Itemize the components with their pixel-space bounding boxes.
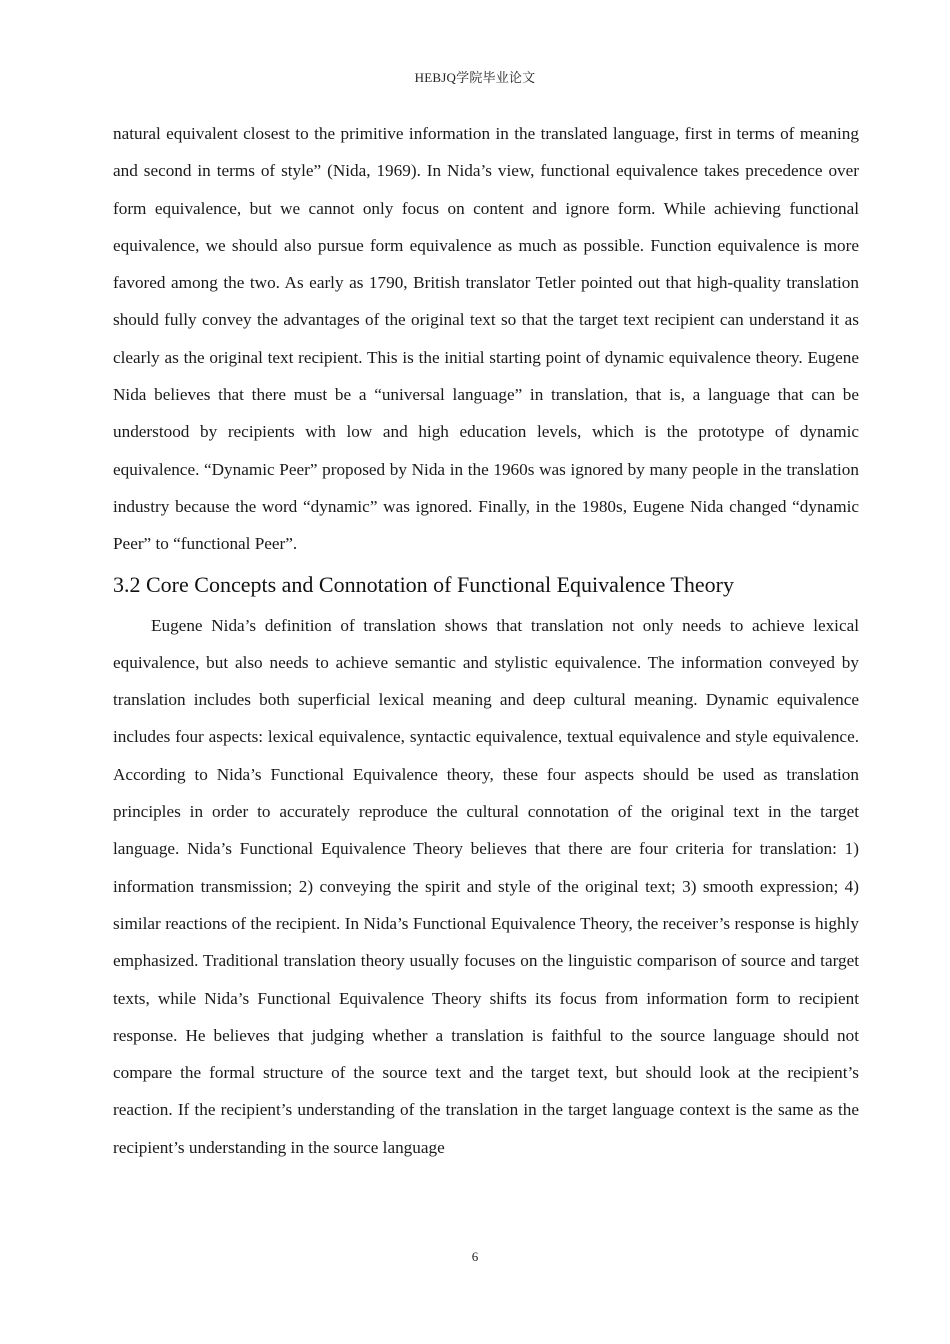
body-paragraph: natural equivalent closest to the primitive information in the translated language, first in terms of meaning and second in terms of style” (Nida, 1969). In Nida’s view, functional equivalence takes precedence over form equivalence, but we cannot only focus on content and ignore form. While achieving functional equivalence, we should also pursue form equivalence as much as possible. Function equivalence is more favored among the two. As early as 1790, British translator Tetler pointed out that high-quality translation should fully convey the advantages of the original text so that the target text recipient can understand it as clearly as the original text recipient. This is the initial starting point of dynamic equivalence theory. Eugene Nida believes that there must be a “universal language” in translation, that is, a language that can be understood by recipients with low and high education levels, which is the prototype of dynamic equivalence. “Dynamic Peer” proposed by Nida in the 1960s was ignored by many people in the translation industry because the word “dynamic” was ignored. Finally, in the 1980s, Eugene Nida changed “dynamic Peer” to “functional Peer”.: [113, 124, 859, 554]
body-paragraph: Eugene Nida’s definition of translation shows that translation not only needs to achieve lexical equivalence, but also needs to achieve semantic and stylistic equivalence. The information conveyed by translation includes both superficial lexical meaning and deep cultural meaning. Dynamic equivalence includes four aspects: lexical equivalence, syntactic equivalence, textual equivalence and style equivalence. According to Nida’s Functional Equivalence theory, these four aspects should be used as translation principles in order to accurately reproduce the cultural connotation of the original text in the target language. Nida’s Functional Equivalence Theory believes that there are four criteria for translation: 1) information transmission; 2) conveying the spirit and style of the original text; 3) smooth expression; 4) similar reactions of the recipient. In Nida’s Functional Equivalence Theory, the receiver’s response is highly emphasized. Traditional translation theory usually focuses on the linguistic comparison of source and target texts, while Nida’s Functional Equivalence Theory shifts its focus from information form to recipient response. He believes that judging whether a translation is faithful to the source language should not compare the formal structure of the source text and the target text, but should look at the recipient’s reaction. If the recipient’s understanding of the translation in the target language context is the same as the recipient’s understanding in the source language: [113, 615, 859, 1157]
running-header: HEBJQ学院毕业论文: [414, 70, 536, 85]
page-body: [113, 115, 859, 1166]
header-divider: [113, 92, 859, 93]
page-number: 6: [471, 1249, 479, 1264]
section-heading: 3.2 Core Concepts and Connotation of Functional Equivalence Theory: [113, 571, 734, 597]
